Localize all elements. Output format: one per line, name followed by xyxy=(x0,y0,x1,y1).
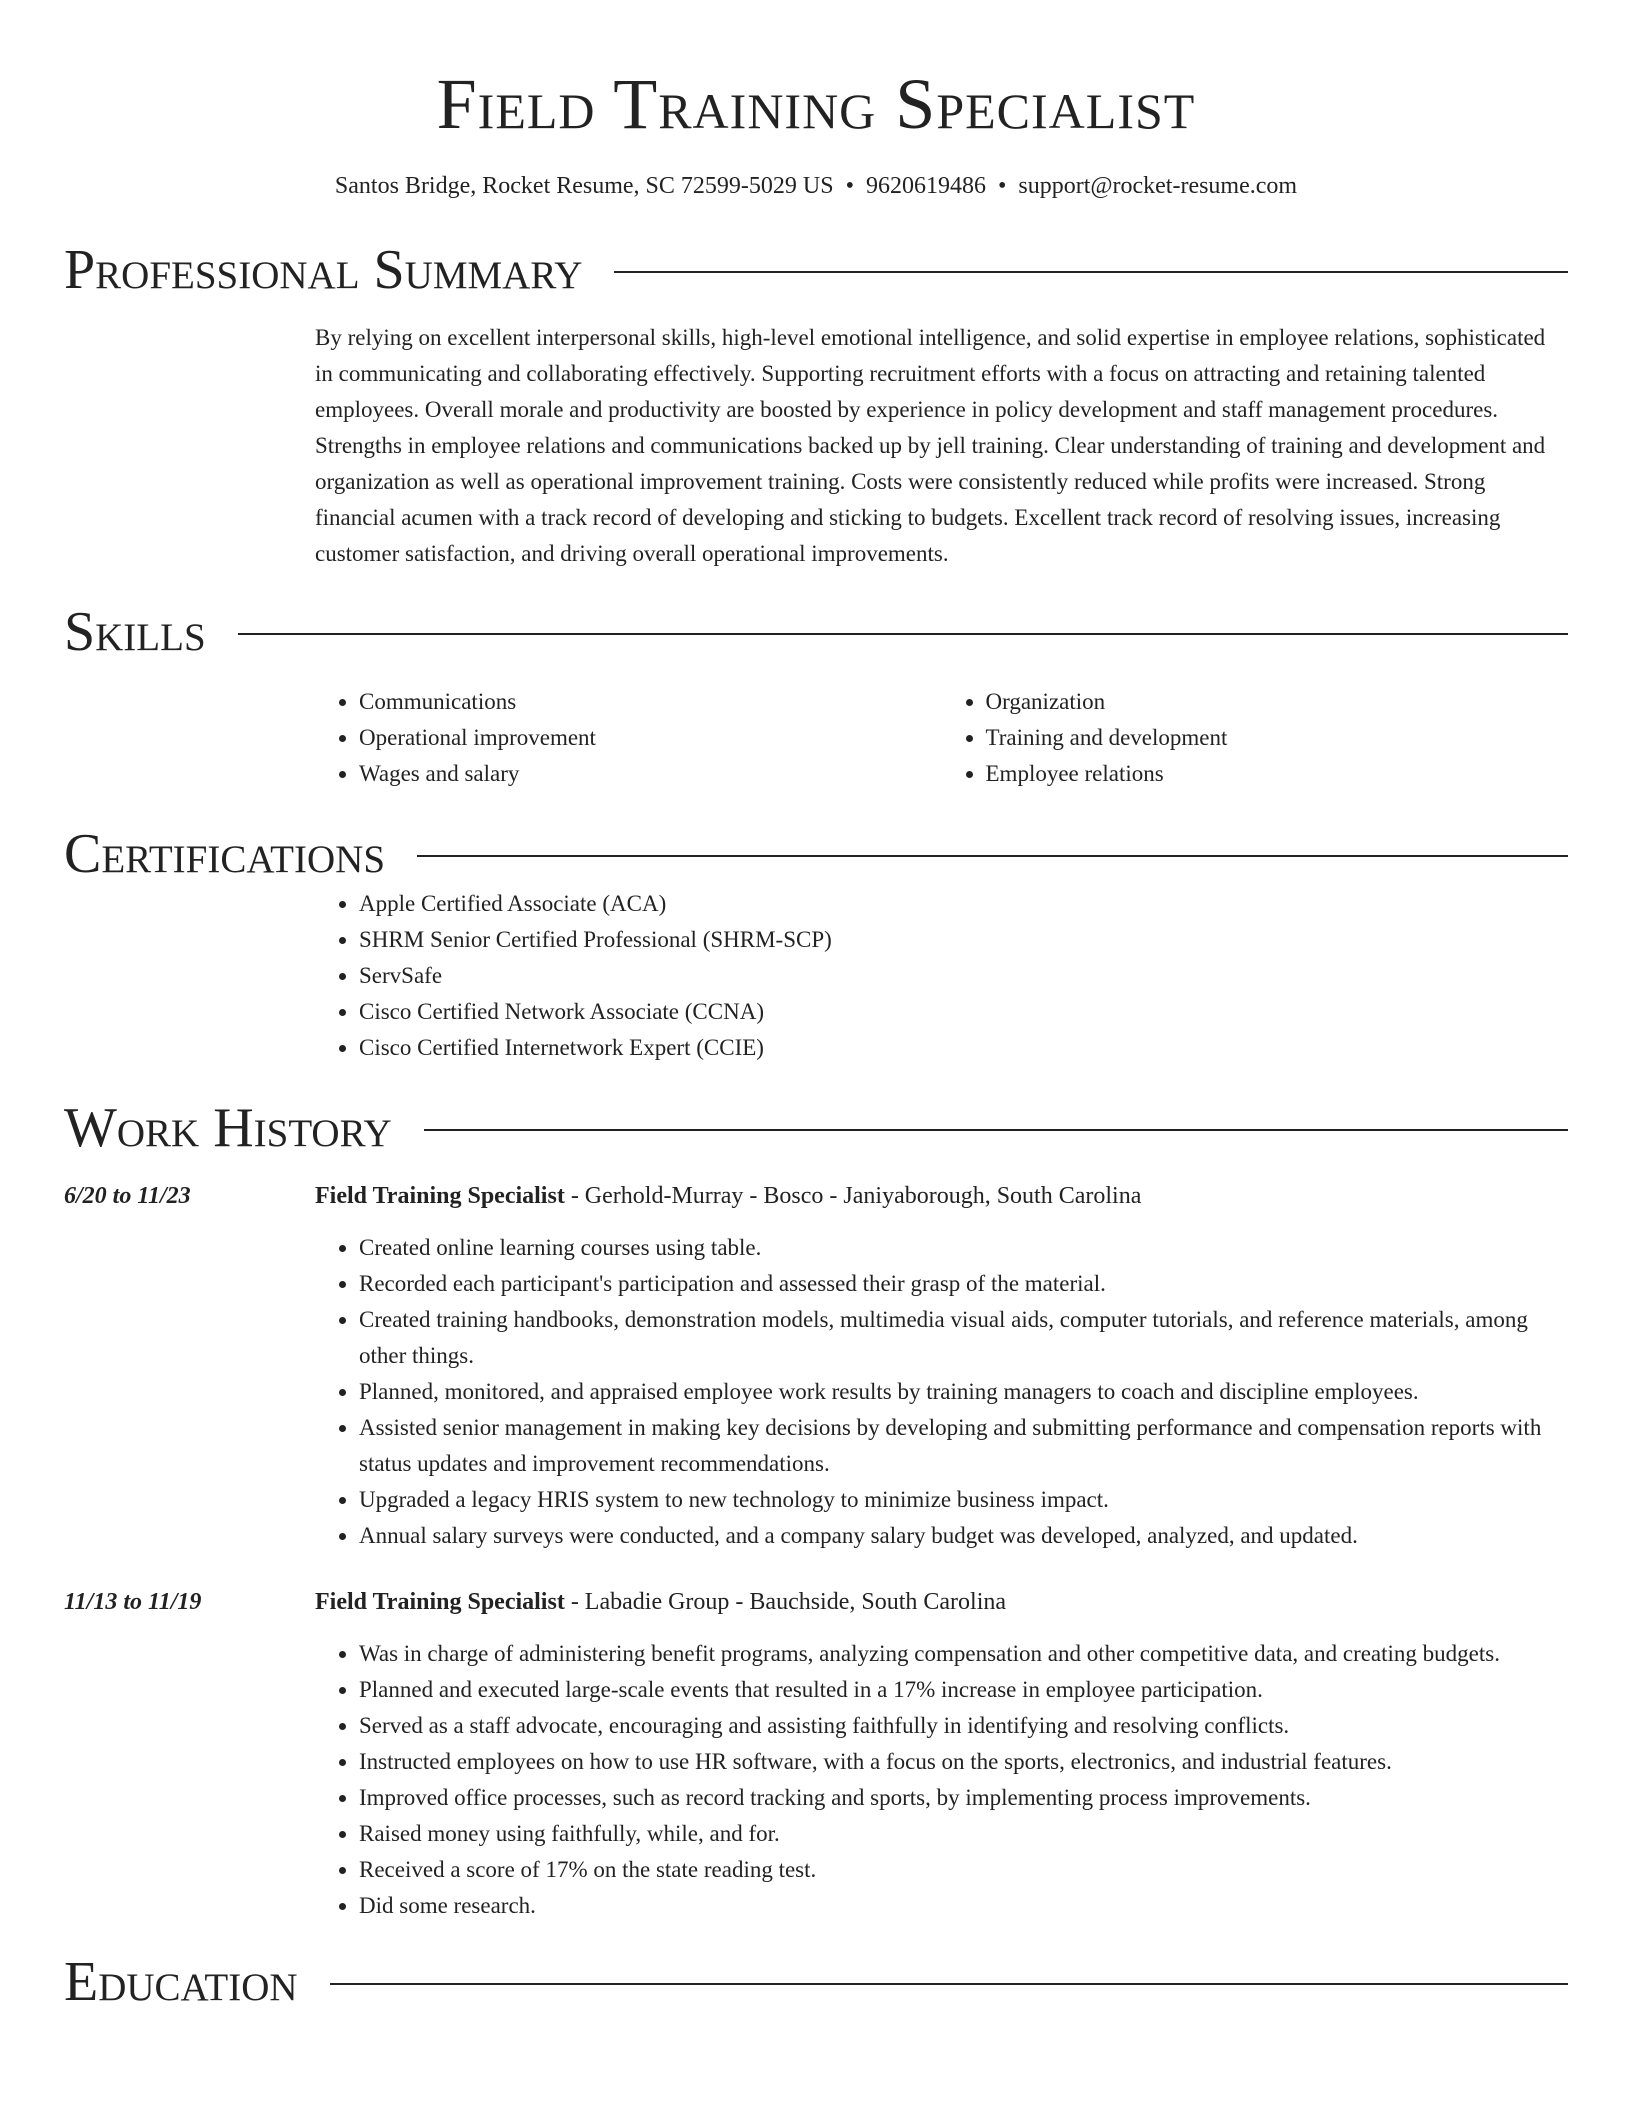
summary-text: By relying on excellent interpersonal skills, high-level emotional intelligence, and solid expertise in employee relations, sophisticated in communicating and collaborating effectively. Supporting recruitment efforts with a focus on attracting and retaining talented employees. Overall morale and productivity are boosted by experience in policy development and staff management procedures. Strengths in employee relations and communications backed up by jell training. Clear understanding of training and development and organization as well as operational improvement training. Costs were consistently reduced while profits were increased. Strong financial acumen with a track record of developing and sticking to budgets. Excellent track record of resolving issues, increasing customer satisfaction, and driving overall operational improvements. xyxy=(315,325,1546,566)
job-bullet: • Did some research. xyxy=(359,1888,1568,1924)
contact-separator: • xyxy=(997,173,1007,199)
certification-item: • Apple Certified Associate (ACA) xyxy=(359,886,1568,922)
job-company: - Gerhold-Murray - Bosco - Janiyaborough, South Carolina xyxy=(564,1183,1142,1209)
job-bullet: • Improved office processes, such as record tracking and sports, by implementing process improvements. xyxy=(359,1780,1568,1816)
certification-item: • Cisco Certified Network Associate (CCNA) xyxy=(359,994,1568,1030)
skills-section xyxy=(315,684,1568,792)
certifications-section xyxy=(315,886,1568,1066)
job-bullet: • Planned, monitored, and appraised employee work results by training managers to coach and discipline employees. xyxy=(359,1374,1568,1410)
job-entry xyxy=(64,1178,1568,1554)
skills-heading: Skills xyxy=(64,601,206,663)
certification-item: • SHRM Senior Certified Professional (SHRM-SCP) xyxy=(359,922,1568,958)
section-divider xyxy=(424,1129,1568,1131)
contact-phone: 9620619486 xyxy=(865,173,986,199)
skill-item: • Wages and salary xyxy=(359,756,942,792)
job-bullet: • Created online learning courses using table. xyxy=(359,1230,1568,1266)
resume-page xyxy=(64,0,1568,2014)
section-divider xyxy=(238,633,1568,635)
job-bullet: • Assisted senior management in making key decisions by developing and submitting performance and compensation reports with status updates and improvement recommendations. xyxy=(359,1410,1568,1482)
job-bullets xyxy=(315,1230,1568,1554)
work-heading: Work History xyxy=(64,1097,392,1159)
job-dates: 11/13 to 11/19 xyxy=(64,1589,202,1615)
job-bullet: • Received a score of 17% on the state reading test. xyxy=(359,1852,1568,1888)
certifications-section-header xyxy=(64,822,1568,886)
job-bullet: • Served as a staff advocate, encouraging and assisting faithfully in identifying and resolving conflicts. xyxy=(359,1708,1568,1744)
section-divider xyxy=(417,855,1568,857)
section-divider xyxy=(330,1983,1568,1985)
contact-email: support@rocket-resume.com xyxy=(1018,173,1298,199)
job-bullet: • Created training handbooks, demonstration models, multimedia visual aids, computer tutorials, and reference materials, among other things. xyxy=(359,1302,1568,1374)
contact-address: Santos Bridge, Rocket Resume, SC 72599-5029 US xyxy=(334,173,834,199)
skill-item: • Operational improvement xyxy=(359,720,942,756)
skills-right-column xyxy=(942,684,1569,792)
certification-item: • Cisco Certified Internetwork Expert (CCIE) xyxy=(359,1030,1568,1066)
job-bullet: • Raised money using faithfully, while, and for. xyxy=(359,1816,1568,1852)
job-bullets xyxy=(315,1636,1568,1924)
job-dates: 6/20 to 11/23 xyxy=(64,1183,191,1209)
job-title: Field Training Specialist xyxy=(315,1183,565,1209)
education-heading: Education xyxy=(64,1951,298,2013)
work-section-header xyxy=(64,1096,1568,1160)
job-company: - Labadie Group - Bauchside, South Carolina xyxy=(564,1589,1007,1615)
job-detail xyxy=(315,1584,1568,1924)
section-divider xyxy=(614,271,1568,273)
job-entry xyxy=(64,1584,1568,1924)
job-title-line xyxy=(315,1584,1568,1620)
certifications-heading: Certifications xyxy=(64,823,386,885)
skill-item: • Communications xyxy=(359,684,942,720)
job-bullet: • Planned and executed large-scale events that resulted in a 17% increase in employee participation. xyxy=(359,1672,1568,1708)
skills-left-column xyxy=(315,684,942,792)
skill-item: • Organization xyxy=(986,684,1569,720)
contact-line xyxy=(64,170,1568,202)
job-bullet: • Was in charge of administering benefit programs, analyzing compensation and other competitive data, and creating budgets. xyxy=(359,1636,1568,1672)
certifications-list xyxy=(315,886,1568,1066)
education-section-header xyxy=(64,1950,1568,2014)
job-bullet: • Recorded each participant's participation and assessed their grasp of the material. xyxy=(359,1266,1568,1302)
contact-separator: • xyxy=(845,173,854,199)
job-bullet: • Upgraded a legacy HRIS system to new technology to minimize business impact. xyxy=(359,1482,1568,1518)
job-bullet: • Annual salary surveys were conducted, and a company salary budget was developed, analyzed, and updated. xyxy=(359,1518,1568,1554)
skill-item: • Employee relations xyxy=(986,756,1569,792)
summary-section xyxy=(315,320,1568,572)
skills-grid xyxy=(315,684,1568,792)
skills-section-header xyxy=(64,600,1568,664)
job-detail xyxy=(315,1178,1568,1554)
summary-section-header xyxy=(64,238,1568,302)
job-title: Field Training Specialist xyxy=(315,1589,565,1615)
certification-item: • ServSafe xyxy=(359,958,1568,994)
skill-item: • Training and development xyxy=(986,720,1569,756)
summary-heading: Professional Summary xyxy=(64,239,583,301)
candidate-name: Field Training Specialist xyxy=(436,64,1196,144)
job-bullet: • Instructed employees on how to use HR software, with a focus on the sports, electronics, and industrial features. xyxy=(359,1744,1568,1780)
job-title-line xyxy=(315,1178,1568,1214)
